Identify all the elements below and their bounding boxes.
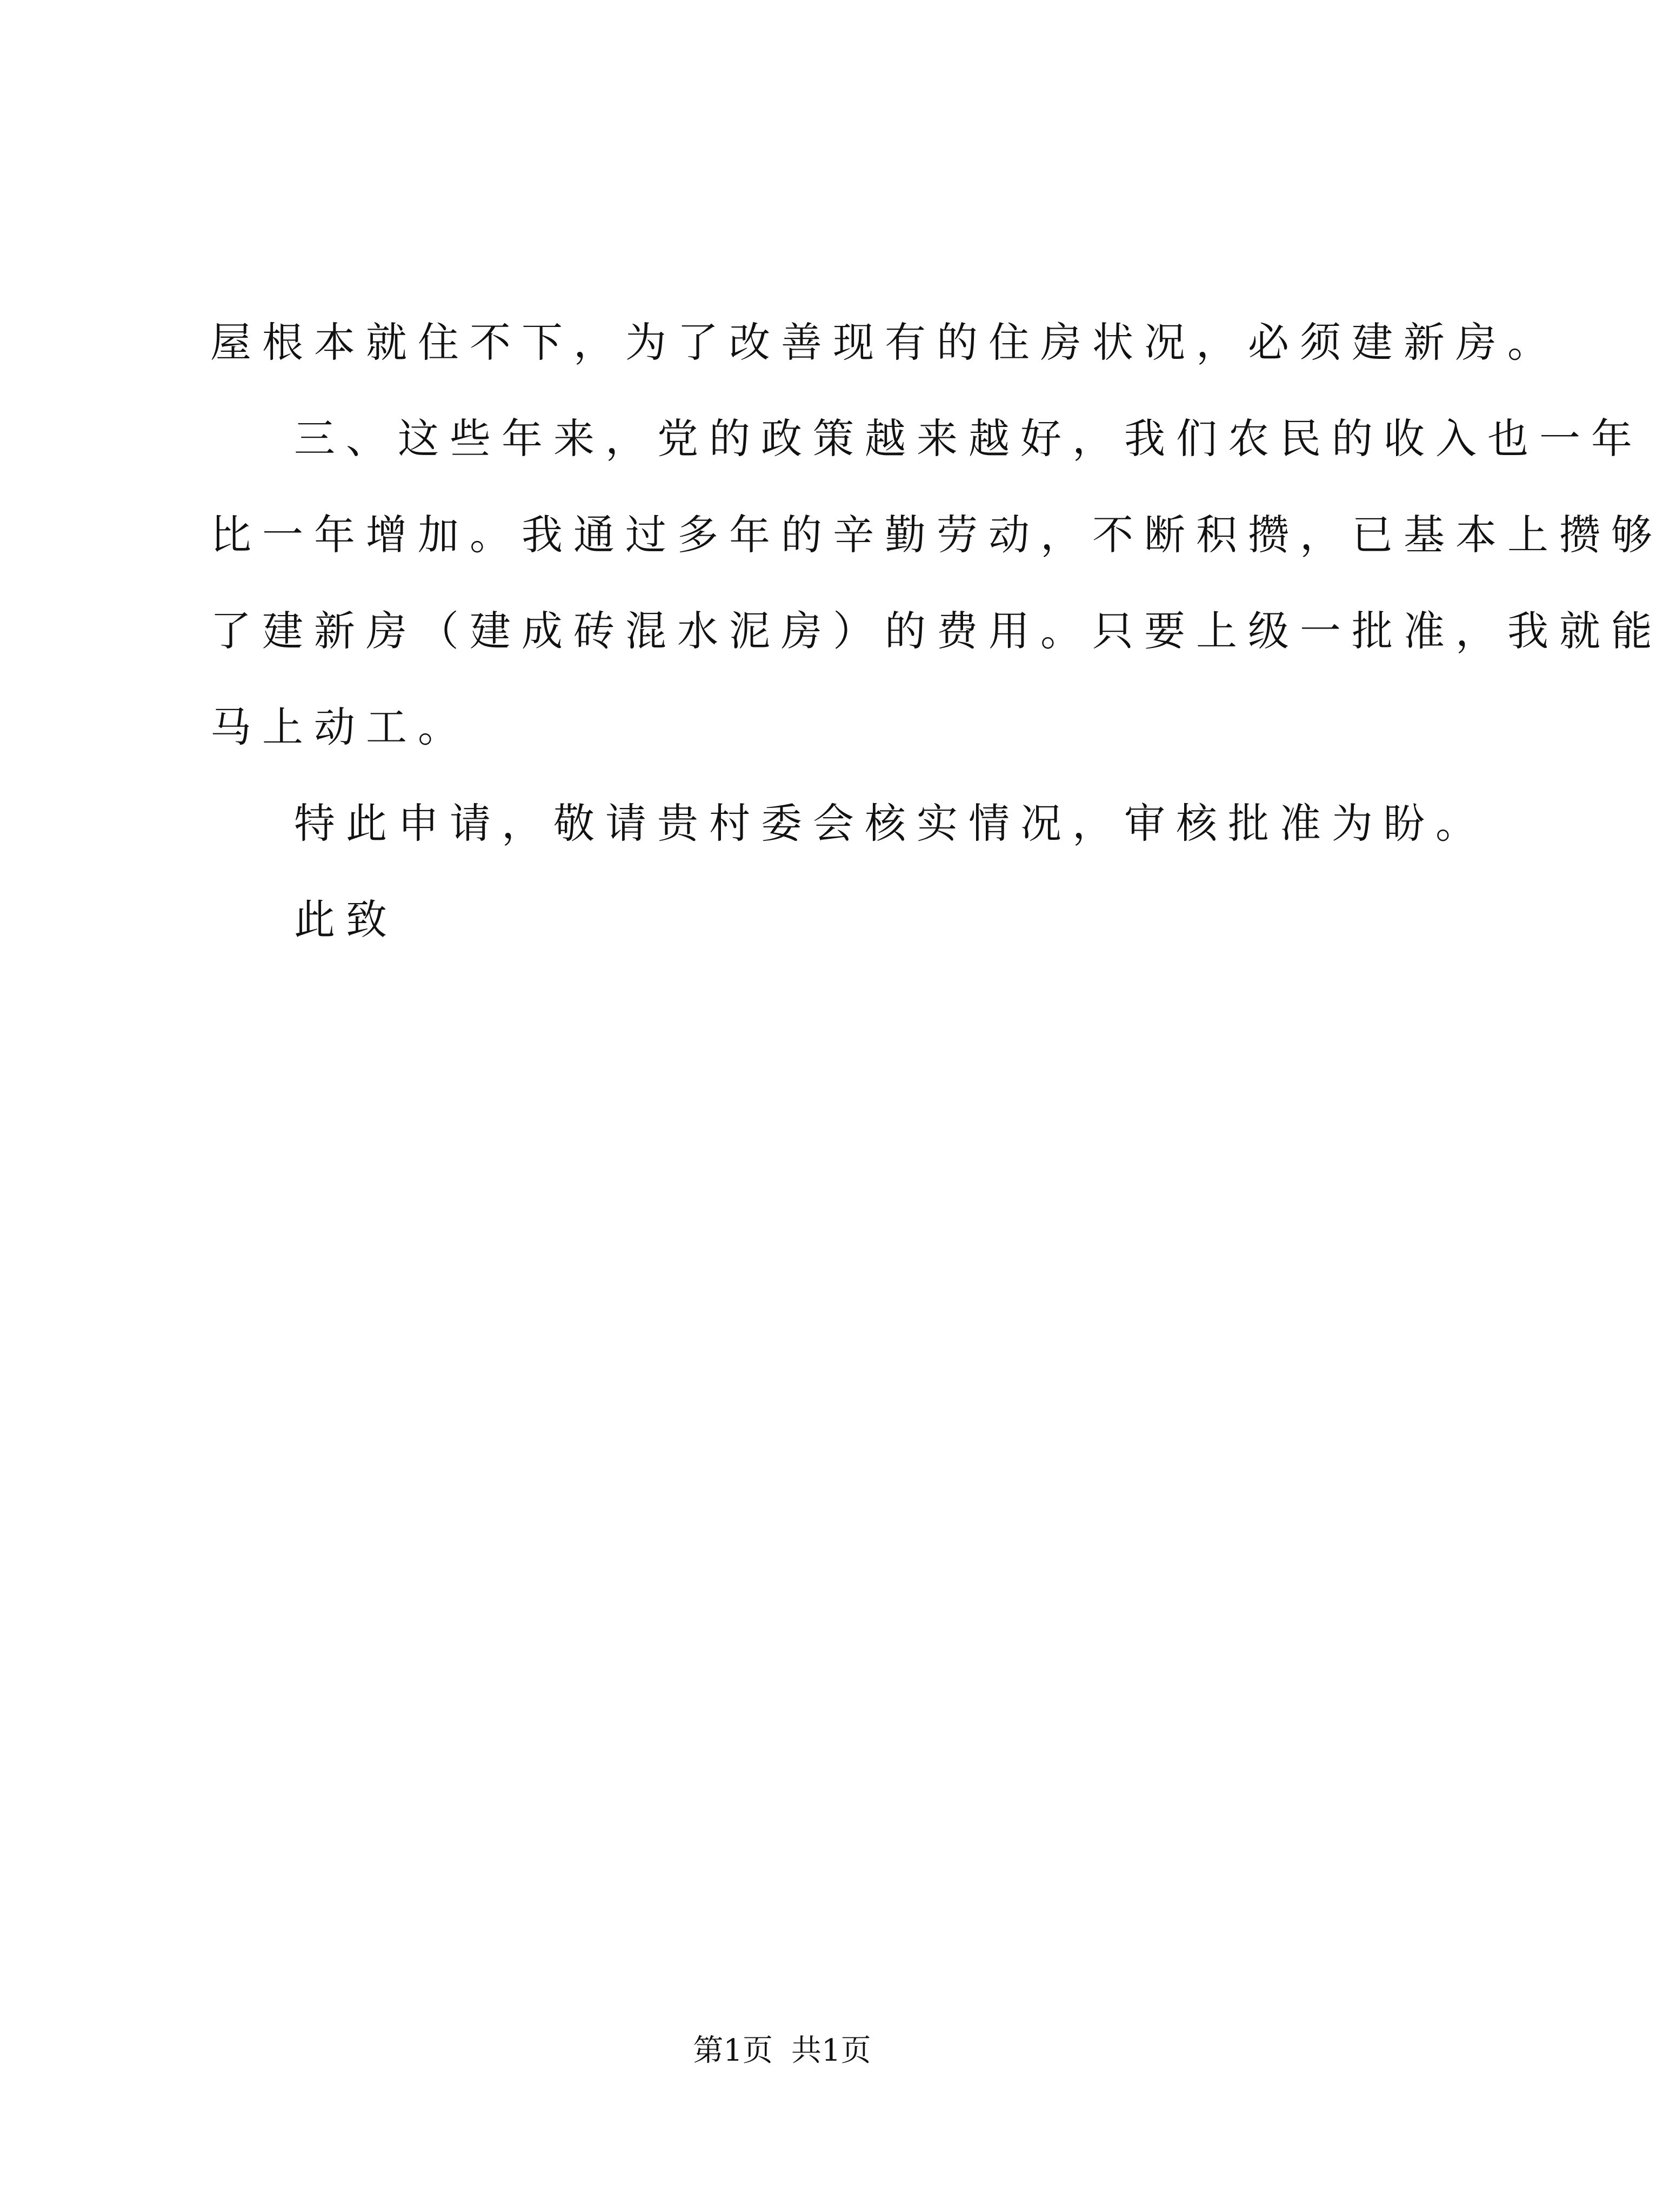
text-line-1: 屋根本就住不下，为了改善现有的住房状况，必须建新房。 (210, 318, 1559, 366)
page-number-current: 第1页 (693, 2033, 773, 2068)
closing-salutation: 此致 (294, 896, 398, 944)
text-line-3: 比一年增加。我通过多年的辛勤劳动，不断积攒，已基本上攒够 (210, 511, 1663, 559)
text-line-4: 了建新房（建成砖混水泥房）的费用。只要上级一批准，我就能 (210, 607, 1663, 655)
page-number-total: 共1页 (791, 2033, 871, 2068)
text-line-5: 马上动工。 (210, 703, 470, 751)
text-line-6: 特此申请，敬请贵村委会核实情况，审核批准为盼。 (294, 799, 1487, 847)
page-footer (0, 2029, 1564, 2073)
document-body (210, 295, 1663, 968)
text-line-2: 三、这些年来，党的政策越来越好，我们农民的收入也一年 (294, 415, 1643, 463)
